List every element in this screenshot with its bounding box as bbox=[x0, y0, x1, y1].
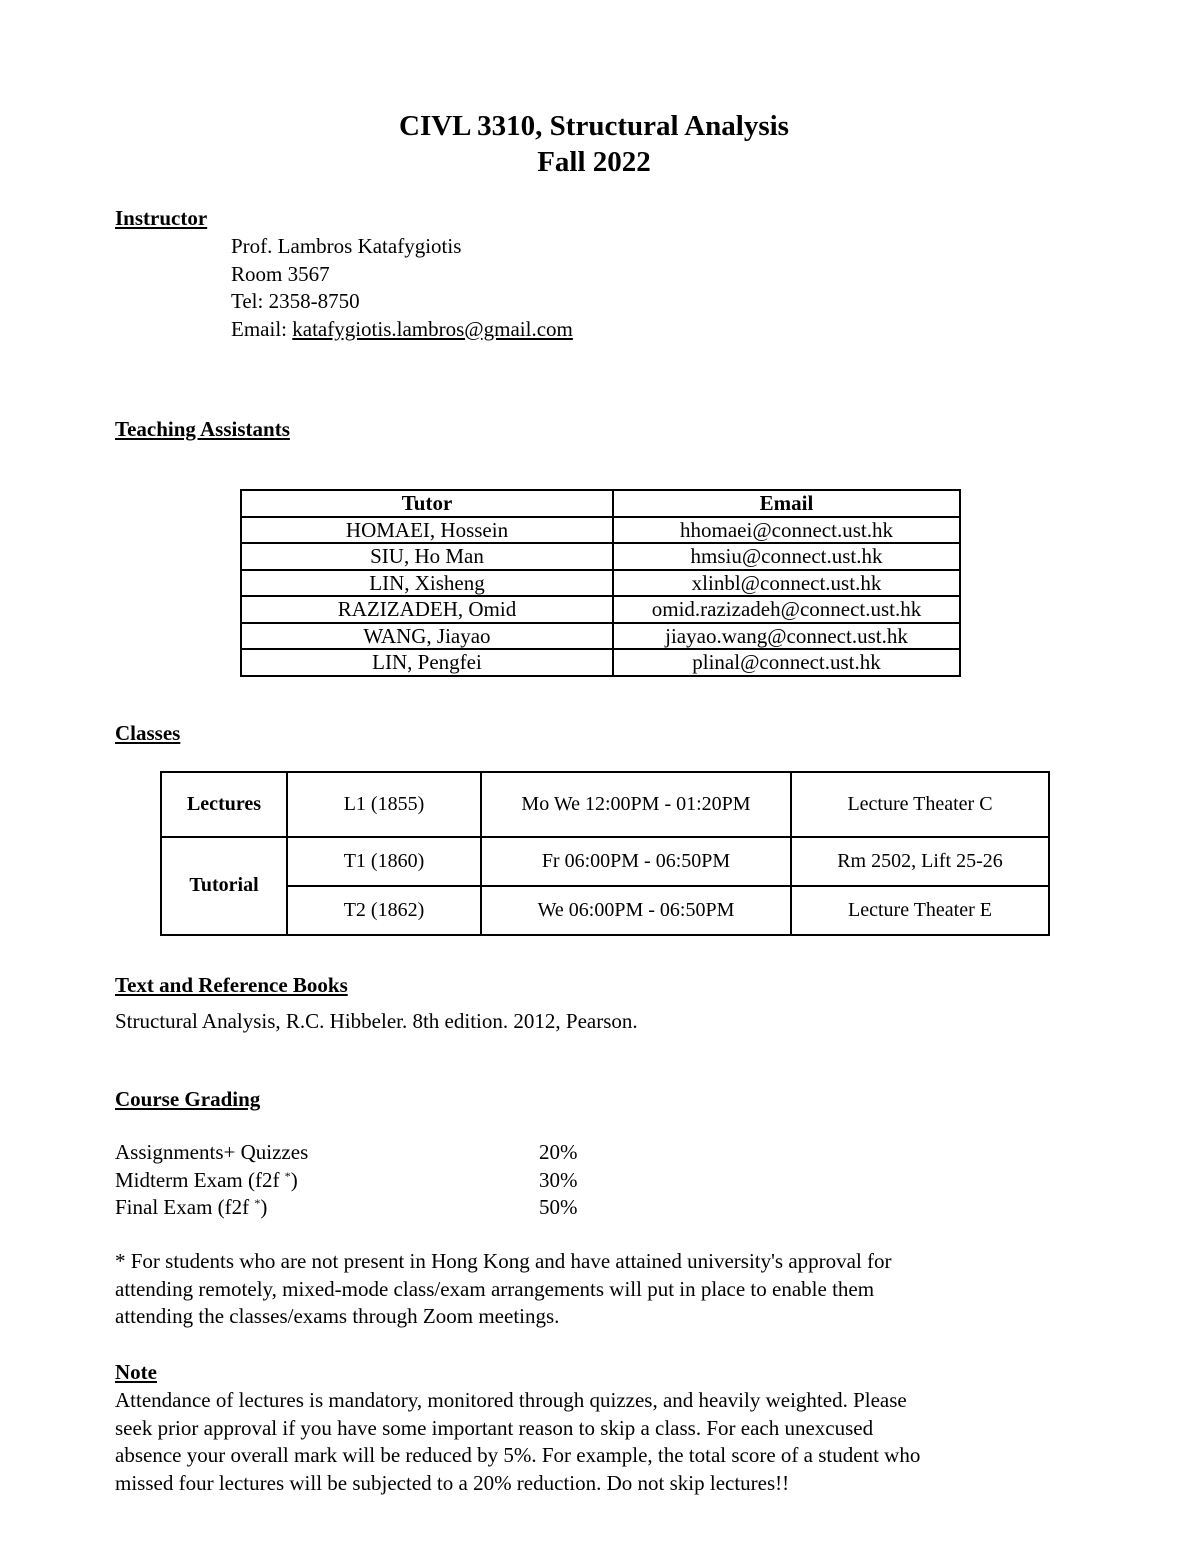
grading-footnote bbox=[115, 1248, 1075, 1331]
ta-tutor: LIN, Xisheng bbox=[241, 570, 613, 597]
table-row bbox=[241, 649, 960, 676]
ta-col-email: Email bbox=[613, 490, 960, 517]
ta-tutor: HOMAEI, Hossein bbox=[241, 517, 613, 544]
table-row bbox=[241, 623, 960, 650]
table-row bbox=[161, 837, 1049, 886]
table-row bbox=[241, 570, 960, 597]
ta-table-header bbox=[241, 490, 960, 517]
table-row bbox=[241, 543, 960, 570]
note-heading: Note bbox=[115, 1360, 157, 1384]
note-line: absence your overall mark will be reduced by 5%. For example, the total score of a student who bbox=[115, 1443, 921, 1467]
ta-tutor: RAZIZADEH, Omid bbox=[241, 596, 613, 623]
table-row bbox=[161, 772, 1049, 837]
instructor-email-link[interactable]: katafygiotis.lambros@gmail.com bbox=[292, 316, 573, 341]
grade-suffix: ) bbox=[290, 1167, 298, 1192]
footnote-line: attending the classes/exams through Zoom meetings. bbox=[115, 1304, 560, 1328]
grading-heading: Course Grading bbox=[115, 1087, 261, 1111]
ta-email: omid.razizadeh@connect.ust.hk bbox=[613, 596, 960, 623]
note-line: Attendance of lectures is mandatory, monitored through quizzes, and heavily weighted. Please bbox=[115, 1388, 907, 1412]
ta-tutor: WANG, Jiayao bbox=[241, 623, 613, 650]
lecture-time: Mo We 12:00PM - 01:20PM bbox=[481, 772, 791, 837]
grade-suffix: ) bbox=[260, 1195, 268, 1219]
instructor-tel: Tel: 2358-8750 bbox=[231, 289, 360, 313]
footnote-line: * For students who are not present in Hong Kong and have attained university's approval for bbox=[115, 1249, 892, 1273]
document-title bbox=[0, 108, 1188, 180]
ta-table bbox=[240, 489, 961, 677]
lecture-section: L1 (1855) bbox=[287, 772, 481, 837]
grade-label: Assignments+ Quizzes bbox=[115, 1140, 309, 1164]
note-text bbox=[115, 1387, 1075, 1497]
tutorial-time: Fr 06:00PM - 06:50PM bbox=[481, 837, 791, 886]
grade-label: Final Exam (f2f bbox=[115, 1195, 255, 1219]
grade-footnote-mark: * bbox=[284, 1168, 291, 1183]
grade-footnote-mark: * bbox=[254, 1196, 261, 1210]
ta-tutor: SIU, Ho Man bbox=[241, 543, 613, 570]
table-row bbox=[161, 886, 1049, 935]
list-item bbox=[115, 1194, 715, 1222]
instructor-room: Room 3567 bbox=[231, 261, 330, 286]
ta-tutor: LIN, Pengfei bbox=[241, 649, 613, 676]
list-item bbox=[115, 1167, 715, 1195]
grade-percent: 30% bbox=[539, 1167, 578, 1192]
lectures-label: Lectures bbox=[161, 772, 287, 837]
ta-email: hmsiu@connect.ust.hk bbox=[613, 543, 960, 570]
books-heading: Text and Reference Books bbox=[115, 973, 348, 997]
ta-heading: Teaching Assistants bbox=[115, 417, 290, 441]
books-text: Structural Analysis, R.C. Hibbeler. 8th edition. 2012, Pearson. bbox=[115, 1009, 638, 1033]
term-title: Fall 2022 bbox=[537, 146, 651, 178]
ta-email: jiayao.wang@connect.ust.hk bbox=[613, 623, 960, 650]
tutorial-time: We 06:00PM - 06:50PM bbox=[481, 886, 791, 935]
tutorial-label: Tutorial bbox=[161, 837, 287, 935]
ta-email: plinal@connect.ust.hk bbox=[613, 649, 960, 676]
table-row bbox=[241, 596, 960, 623]
ta-email: xlinbl@connect.ust.hk bbox=[613, 570, 960, 597]
ta-email: hhomaei@connect.ust.hk bbox=[613, 517, 960, 544]
note-line: missed four lectures will be subjected to a 20% reduction. Do not skip lectures!! bbox=[115, 1470, 790, 1495]
email-label: Email: bbox=[231, 316, 293, 341]
grading-list bbox=[115, 1139, 715, 1222]
note-line: seek prior approval if you have some important reason to skip a class. For each unexcused bbox=[115, 1415, 874, 1440]
tutorial-venue: Lecture Theater E bbox=[791, 886, 1049, 935]
instructor-info bbox=[231, 233, 573, 343]
tutorial-venue: Rm 2502, Lift 25-26 bbox=[791, 837, 1049, 886]
list-item bbox=[115, 1139, 715, 1167]
instructor-name: Prof. Lambros Katafygiotis bbox=[231, 234, 462, 258]
classes-heading: Classes bbox=[115, 721, 181, 745]
course-title: CIVL 3310, Structural Analysis bbox=[399, 110, 789, 142]
classes-table bbox=[160, 771, 1050, 936]
tutorial-section: T2 (1862) bbox=[287, 886, 481, 935]
grade-percent: 20% bbox=[539, 1140, 578, 1164]
grade-label: Midterm Exam (f2f bbox=[115, 1167, 285, 1192]
table-row bbox=[241, 517, 960, 544]
lecture-venue: Lecture Theater C bbox=[791, 772, 1049, 837]
footnote-line: attending remotely, mixed-mode class/exam arrangements will put in place to enable them bbox=[115, 1276, 875, 1301]
ta-col-tutor: Tutor bbox=[241, 490, 613, 517]
grade-percent: 50% bbox=[539, 1195, 578, 1219]
tutorial-section: T1 (1860) bbox=[287, 837, 481, 886]
instructor-email-line bbox=[231, 316, 573, 344]
instructor-heading: Instructor bbox=[115, 206, 208, 230]
